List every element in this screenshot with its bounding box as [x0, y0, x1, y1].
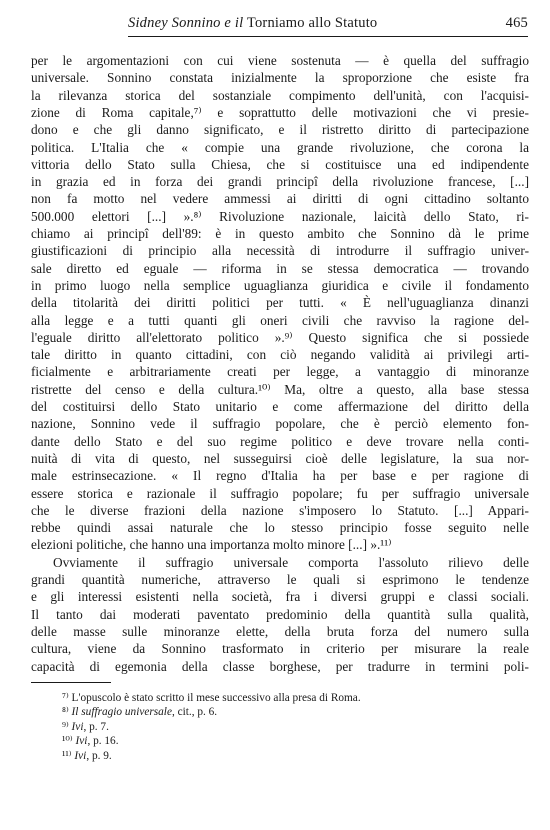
- text-line: alla legge e a tutti quanti gli oneri civili che ravviso la ragione del-: [31, 312, 529, 328]
- text-line: dante dello Stato e del suo regime politico e deve trovare nella conti-: [31, 433, 529, 449]
- running-head-title-rest: Torniamo allo Statuto: [243, 15, 378, 31]
- footnote-mark: ¹¹⁾: [62, 749, 72, 762]
- text-line: che le diverse frazioni della nazione s'imposero lo Statuto. [...] Appari-: [31, 502, 529, 518]
- text-line: Ovviamente il suffragio universale comporta l'assoluto rilievo delle: [53, 554, 529, 570]
- text-line: nuità di vita di questo, nel susseguirsi cioè delle legislature, la sua nor-: [31, 450, 529, 466]
- text-line: sale diretto ed eguale — riforma in se stessa democratica — trovando: [31, 260, 529, 276]
- text-line: l'eguale diritto all'elettorato politico ».⁹⁾ Questo significa che si possiede: [31, 329, 529, 345]
- footnote-mark: ⁸⁾: [62, 706, 69, 719]
- text-line: in grazia ed in forza dei grandi principî della rivoluzione francese, [...]: [31, 174, 529, 190]
- footnote-mark: ⁷⁾: [62, 691, 69, 704]
- footnote-mark: ⁹⁾: [62, 720, 69, 733]
- text-line: essere storica e razionale il suffragio popolare; fu per suffragio universale: [31, 485, 529, 501]
- running-head-title: [128, 15, 377, 32]
- text-line: rebbe quindi assai naturale che lo stesso principio fosse seguito nelle: [31, 520, 529, 536]
- text-line: tale diritto in quanto cittadini, con ciò negando validità ai privilegi arti-: [31, 347, 529, 363]
- footnote-mark: ¹⁰⁾: [62, 735, 73, 748]
- text-line: cultura, viene da Sonnino trasformato in criterio per misurare la reale: [31, 641, 529, 657]
- text-line: giustificazioni di principio alla necessità di introdurre il suffragio univer-: [31, 243, 529, 259]
- text-line: per le argomentazioni con cui viene sostenuta — è quella del suffragio: [31, 53, 529, 68]
- footnote-text: , p. 7.: [83, 720, 109, 733]
- text-line: delle masse sulle minoranze elette, della bruta forza del numero sulla: [31, 623, 529, 639]
- header-rule: [128, 36, 528, 37]
- text-line: male estrinsecazione. « Il regno d'Italia ha per base e per ragione di: [31, 468, 529, 484]
- running-head-title-italic: Sidney Sonnino e il: [128, 15, 244, 31]
- text-line: politica. L'Italia che « compie una grande rivoluzione, che corona la: [31, 139, 529, 155]
- text-line: 500.000 elettori [...] ».⁸⁾ Rivoluzione nazionale, laicità dello Stato, ri-: [31, 208, 529, 224]
- footnote-text: , p. 9.: [86, 749, 112, 762]
- text-line: la rilevanza storica del sostanziale compimento dell'unità, con l'acquisi-: [31, 87, 529, 103]
- page-number: 465: [505, 15, 528, 31]
- footnote-text: , cit., p. 6.: [171, 706, 218, 719]
- text-line: chiamo ai principî dell'89: è in questo ambito che Sonnino dà le prime: [31, 226, 529, 241]
- footnote-rule: [31, 682, 111, 683]
- text-line: Il tanto dai moderati paventato predominio della quantità sulla qualità,: [31, 606, 529, 622]
- footnote-italic: Ivi: [71, 749, 87, 762]
- text-line: del costituirsi dello Stato unitario e come affermazione del diritto della: [31, 399, 529, 414]
- footnote-italic: Ivi: [68, 720, 84, 733]
- text-line: della titolarità dei diritti politici per tutti. « È nell'uguaglianza dinanzi: [31, 295, 529, 311]
- text-line: dono e che gli danno significato, e il ristretto diritto di partecipazione: [31, 122, 529, 138]
- running-head: [128, 15, 528, 35]
- text-line: ficialmente e arbitrariamente creati per legge, a vantaggio di minoranze: [31, 364, 529, 380]
- footnote-italic: Il suffragio universale: [68, 706, 172, 719]
- text-line: capacità di egemonia della classe borghese, per tradurre in termini poli-: [31, 658, 529, 674]
- text-line: vittoria dello Stato sulla Chiesa, che si costituisce una ed indipendente: [31, 156, 529, 172]
- footnote: [62, 748, 112, 764]
- text-line: universale. Sonnino constata inizialmente la sproporzione che esiste fra: [31, 70, 529, 86]
- text-line: elezioni politiche, che hanno una importanza molto minore [...] ».¹¹⁾: [31, 537, 392, 553]
- text-line: e gli interessi esistenti nella società, fra i diversi gruppi e classi sociali.: [31, 589, 529, 605]
- text-line: ristrette del censo e della cultura.¹⁰⁾ Ma, oltre a questo, alla base stessa: [31, 381, 529, 397]
- text-line: in primo luogo nella semplice uguaglianza giuridica e civile il fondamento: [31, 277, 529, 293]
- footnote-text: L'opuscolo è stato scritto il mese successivo alla presa di Roma.: [68, 691, 361, 704]
- footnote-italic: Ivi: [72, 735, 88, 748]
- text-line: grandi quantità numeriche, attraverso le quali si esprimono le tendenze: [31, 572, 529, 587]
- text-line: non fa motto nel vedere ammessi ai diritti di ogni cittadino soltanto: [31, 191, 529, 207]
- text-line: nazione, Sonnino vede il suffragio popolare, che è perciò elemento fon-: [31, 416, 529, 432]
- footnote-text: , p. 16.: [87, 735, 119, 748]
- text-line: zione di Roma capitale,⁷⁾ e soprattutto delle motivazioni che vi presie-: [31, 104, 529, 120]
